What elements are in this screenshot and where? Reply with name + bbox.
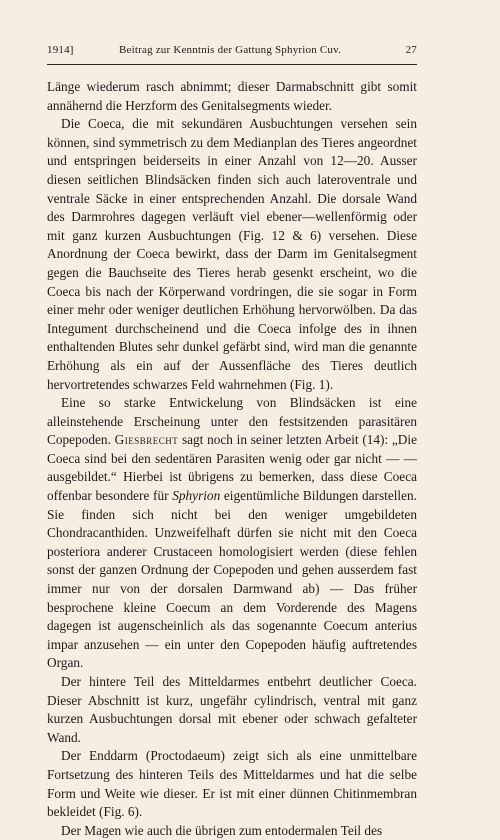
text-run: Der Magen wie auch die übrigen zum entodermalen Teil des	[61, 822, 383, 838]
header-year: 1914]	[47, 44, 74, 56]
body-text	[47, 78, 417, 840]
paragraph	[47, 822, 417, 840]
running-header	[47, 44, 417, 62]
paragraph	[47, 115, 417, 394]
paragraph	[47, 78, 417, 115]
book-page	[47, 44, 417, 840]
text-run: Die Coeca, die mit sekundären Ausbuchtungen versehen sein können, sind symmetrisch zu dem Medianplan des Tieres angeordnet und entspringen beiderseits in einer Anzahl von 12—20. Ausser diesen seitlichen Blindsäcken finden sich auch lateroventrale und ventrale Säcke in einer entsprechenden Anzahl. Die dorsale Wand des Darmrohres dagegen verläuft viel ebener—wellenförmig oder mit ganz kurzen Ausbuchtungen (Fig. 12 & 6) versehen. Diese Anordnung der Coeca bewirkt, dass der Darm im Genitalsegment gegen die Bauchseite des Tieres herab gesenkt erscheint, wo die Coeca bis nach der Körperwand vordringen, die sie sogar in Form einer mehr oder weniger deutlichen Erhöhung hervorwölben. Da das Integument durchscheinend und die Coeca infolge des in ihnen enthaltenden Blutes sehr dunkel gefärbt sind, wird man die genannte Erhöhung als ein auf der Aussenfläche des Tieres deutlich hervortretendes schwarzes Feld wahrnehmen (Fig. 1).	[47, 116, 417, 392]
text-run: Der Enddarm (Proctodaeum) zeigt sich als eine unmittelbare Fortsetzung des hinteren Teils des Mitteldarmes und hat die selbe Form und Weite wie dieser. Er ist mit einer dünnen Chitinmembran bekleidet (Fig. 6).	[47, 748, 417, 820]
text-run: Eine so starke Entwickelung von Blindsäcken ist eine alleinstehende Erscheinung unter den festsitzenden parasitären Copepoden.	[47, 395, 417, 448]
text-run: Länge wiederum rasch abnimmt; dieser Darmabschnitt gibt somit annähernd die Herzform des Genitalsegments wieder.	[47, 79, 417, 113]
paragraph	[47, 673, 417, 747]
author-name: Giesbrecht	[114, 432, 179, 448]
text-run: eigentümliche Bildungen darstellen. Sie finden sich nicht bei den weniger umgebildeten Chondracanthiden. Unzweifelhaft dürfen sie nicht mit den Coeca posteriora anderer Crustaceen homologisiert werden (diese fehlen sonst der ganzen Ordnung der Copepoden und gehen ausserdem fast immer nur von der dorsalen Darmwand ab) — Das früher besprochene kleine Coecum an dem Vorderende des Magens dagegen ist augenscheinlich als das sogenannte Coecum anterius impar anzusehen — ein unter den Copepoden häufig auftretendes Organ.	[47, 488, 417, 671]
italic-text: Sphyrion	[172, 488, 221, 504]
header-title: Beitrag zur Kenntnis der Gattung Sphyrion Cuv.	[119, 44, 342, 56]
text-run: Der hintere Teil des Mitteldarmes entbehrt deutlicher Coeca. Dieser Abschnitt ist kurz, ungefähr cylindrisch, ventral mit ganz kurzen Ausbuchtungen dorsal mit ebener oder schwach gefalteter Wand.	[47, 674, 417, 745]
text-run: sagt noch in seiner letzten Arbeit (14): „Die Coeca sind bei den sedentären Parasiten wenig oder gar nicht — — ausgebildet.“ Hierbei ist übrigens zu bemerken, dass diese Coeca offenbar besondere für	[47, 432, 418, 504]
page-number: 27	[405, 44, 417, 56]
header-rule	[47, 64, 417, 65]
paragraph	[47, 394, 417, 673]
paragraph	[47, 747, 417, 821]
